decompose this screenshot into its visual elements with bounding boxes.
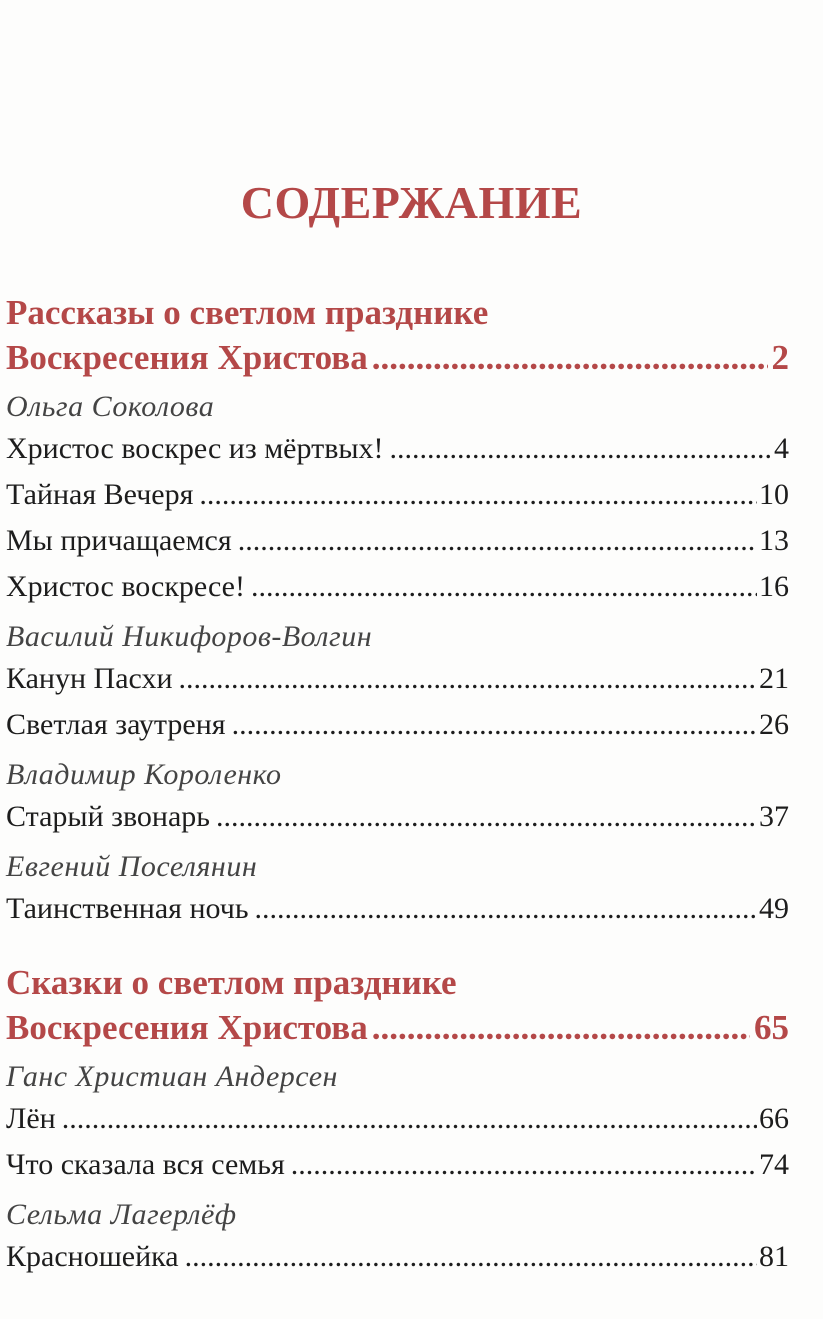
entry-title: Христос воскрес из мёртвых! xyxy=(6,432,384,465)
dot-leader xyxy=(216,794,757,840)
dot-leader xyxy=(185,1234,757,1280)
dot-leader xyxy=(251,564,757,610)
author-name: Евгений Поселянин xyxy=(6,850,258,883)
section-title-line2: Воскресения Христова xyxy=(6,1008,368,1047)
page-title: СОДЕРЖАНИЕ xyxy=(240,177,583,228)
entry-title: Канун Пасхи xyxy=(6,662,173,695)
section-title-line2: Воскресения Христова xyxy=(6,338,368,377)
entry-title: Таинственная ночь xyxy=(6,892,249,925)
author-name: Сельма Лагерлёф xyxy=(6,1198,237,1231)
toc-entry[interactable] xyxy=(6,1096,789,1142)
dot-leader xyxy=(372,1005,750,1050)
entry-page-number: 13 xyxy=(759,524,789,557)
dot-leader xyxy=(199,472,757,518)
toc-entry[interactable] xyxy=(6,564,789,610)
entry-page-number: 81 xyxy=(759,1240,789,1273)
entry-page-number: 16 xyxy=(759,570,789,603)
entry-title: Что сказала вся семья xyxy=(6,1148,285,1181)
entry-title: Красношейка xyxy=(6,1240,179,1273)
entry-page-number: 66 xyxy=(759,1102,789,1135)
entry-title: Лён xyxy=(6,1102,56,1135)
author-name: Ольга Соколова xyxy=(6,390,215,423)
entry-page-number: 26 xyxy=(759,708,789,741)
entry-title: Тайная Вечеря xyxy=(6,478,194,511)
dot-leader xyxy=(372,335,768,380)
entry-page-number: 49 xyxy=(759,892,789,925)
dot-leader xyxy=(390,426,772,472)
entry-title: Старый звонарь xyxy=(6,800,210,833)
section-title[interactable] xyxy=(6,960,789,1050)
table-of-contents xyxy=(6,290,789,1280)
dot-leader xyxy=(179,656,758,702)
section-title-line1: Рассказы о светлом празднике xyxy=(6,293,489,332)
entry-title: Мы причащаемся xyxy=(6,524,232,557)
section-page-number: 2 xyxy=(771,338,789,377)
entry-title: Светлая заутреня xyxy=(6,708,226,741)
dot-leader xyxy=(255,886,757,932)
toc-entry[interactable] xyxy=(6,886,789,932)
entry-page-number: 21 xyxy=(759,662,789,695)
toc-entry[interactable] xyxy=(6,426,789,472)
dot-leader xyxy=(62,1096,757,1142)
section-title[interactable] xyxy=(6,290,789,380)
entry-page-number: 37 xyxy=(759,800,789,833)
toc-entry[interactable] xyxy=(6,1234,789,1280)
entry-page-number: 10 xyxy=(759,478,789,511)
author-name: Ганс Христиан Андерсен xyxy=(6,1060,338,1093)
dot-leader xyxy=(291,1142,757,1188)
entry-title: Христос воскресе! xyxy=(6,570,245,603)
toc-entry[interactable] xyxy=(6,794,789,840)
author-name: Владимир Короленко xyxy=(6,758,282,791)
toc-entry[interactable] xyxy=(6,702,789,748)
toc-entry[interactable] xyxy=(6,656,789,702)
entry-page-number: 74 xyxy=(759,1148,789,1181)
dot-leader xyxy=(238,518,757,564)
toc-entry[interactable] xyxy=(6,1142,789,1188)
dot-leader xyxy=(232,702,757,748)
author-name: Василий Никифоров-Волгин xyxy=(6,620,373,653)
section-page-number: 65 xyxy=(754,1008,789,1047)
toc-entry[interactable] xyxy=(6,472,789,518)
entry-page-number: 4 xyxy=(774,432,789,465)
section-title-line1: Сказки о светлом празднике xyxy=(6,963,457,1002)
toc-entry[interactable] xyxy=(6,518,789,564)
